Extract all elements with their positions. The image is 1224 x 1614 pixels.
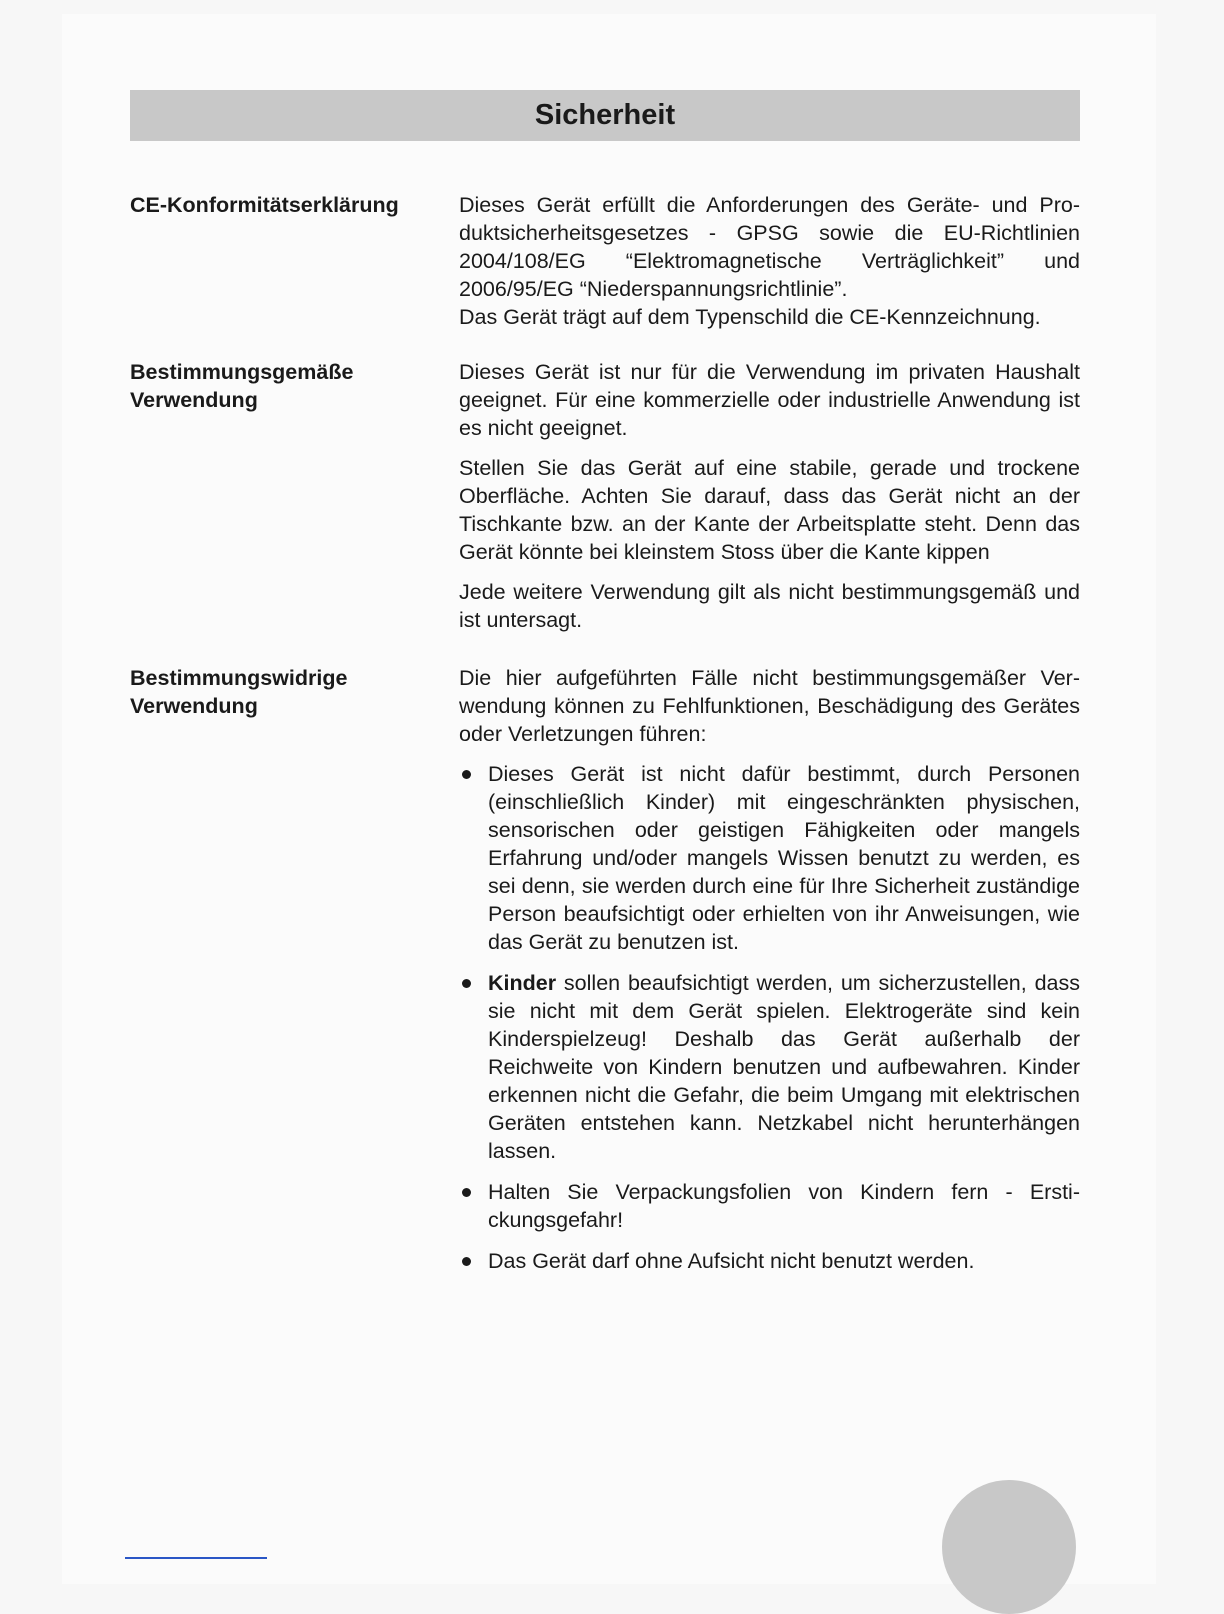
improper-bullet-list	[459, 760, 1080, 1275]
bullet-icon	[462, 979, 471, 988]
list-item-text: sollen beaufsichtigt werden, um sicherzustellen, dass sie nicht mit dem Gerät spielen. Elektrogeräte sind kein Kinderspielzeug! Deshalb das Gerät außerhalb der Reichweite von Kindern benutzen und aufbewahren. Kinder erkennen nicht die Gefahr, die beim Umgang mit elektrischen Geräten entstehen kann. Netzkabel nicht herunterhängen lassen.	[488, 971, 1080, 1163]
section-label-improper	[130, 664, 440, 720]
list-item-text: Dieses Gerät ist nicht dafür bestimmt, durch Personen (einschließlich Kinder) mit eingeschränkten physischen, sensorischen oder geistigen Fähigkeiten oder mangels Erfahrung und/oder mangels Wissen benutzt zu werden, es sei denn, sie werden durch eine für Ihre Sicherheit zuständige Person beaufsichtigt oder erhielten von ihr Anweisungen, wie das Gerät zu benutzen ist.	[488, 762, 1080, 954]
improper-intro: Die hier aufgeführten Fälle nicht bestimmungsgemäßer Verwendung können zu Fehlfunktionen, Beschädigung des Gerätes oder Verletzungen führen:	[459, 666, 1080, 746]
list-item	[459, 1247, 1080, 1275]
ce-paragraph-1: Dieses Gerät erfüllt die Anforderungen des Geräte- und Produktsicherheitsgesetzes - GPSG sowie die EU-Richtlinien 2004/108/EG “Elektromagnetische Verträglichkeit” und 2006/95/EG “Niederspannungsrichtlinie”.	[459, 193, 1080, 301]
section-label-ce: CE-Konformitätserklärung	[130, 193, 399, 217]
list-item	[459, 969, 1080, 1165]
section-body-intended	[459, 358, 1080, 646]
list-item	[459, 1178, 1080, 1234]
intended-paragraph-3: Jede weitere Verwendung gilt als nicht bestimmungsgemäß und ist untersagt.	[459, 580, 1080, 632]
section-label-intended-line1: Bestimmungsgemäße	[130, 360, 354, 384]
intended-paragraph-2: Stellen Sie das Gerät auf eine stabile, gerade und trockene Oberfläche. Achten Sie darauf, dass das Gerät nicht an der Tischkante bzw. an der Kante der Arbeitsplatte steht. Denn das Gerät könnte bei kleinstem Stoss über die Kante kippen	[459, 456, 1080, 564]
section-label-intended	[130, 358, 440, 414]
title-bar	[130, 90, 1080, 141]
page-number-circle	[942, 1480, 1076, 1614]
bullet-icon	[462, 1188, 471, 1197]
section-body-improper	[459, 664, 1080, 1288]
section-label-improper-line2: Verwendung	[130, 694, 258, 718]
ce-paragraph-2: Das Gerät trägt auf dem Typenschild die CE-Kennzeichnung.	[459, 305, 1041, 329]
page-title: Sicherheit	[534, 99, 676, 131]
list-item-text: Halten Sie Verpackungsfolien von Kindern fern - Erstickungsgefahr!	[488, 1180, 1080, 1232]
list-item-bold: Kinder	[488, 971, 557, 995]
bullet-icon	[462, 770, 471, 779]
section-body-ce	[459, 191, 1080, 331]
bullet-icon	[462, 1257, 471, 1266]
footer-divider	[125, 1557, 267, 1559]
list-item	[459, 760, 1080, 956]
intended-paragraph-1: Dieses Gerät ist nur für die Verwendung im privaten Haushalt geeignet. Für eine kommerzielle oder industrielle Anwendung ist es nicht geeignet.	[459, 360, 1080, 440]
section-label-improper-line1: Bestimmungswidrige	[130, 666, 348, 690]
section-label-intended-line2: Verwendung	[130, 388, 258, 412]
list-item-text: Das Gerät darf ohne Aufsicht nicht benutzt werden.	[488, 1249, 975, 1273]
